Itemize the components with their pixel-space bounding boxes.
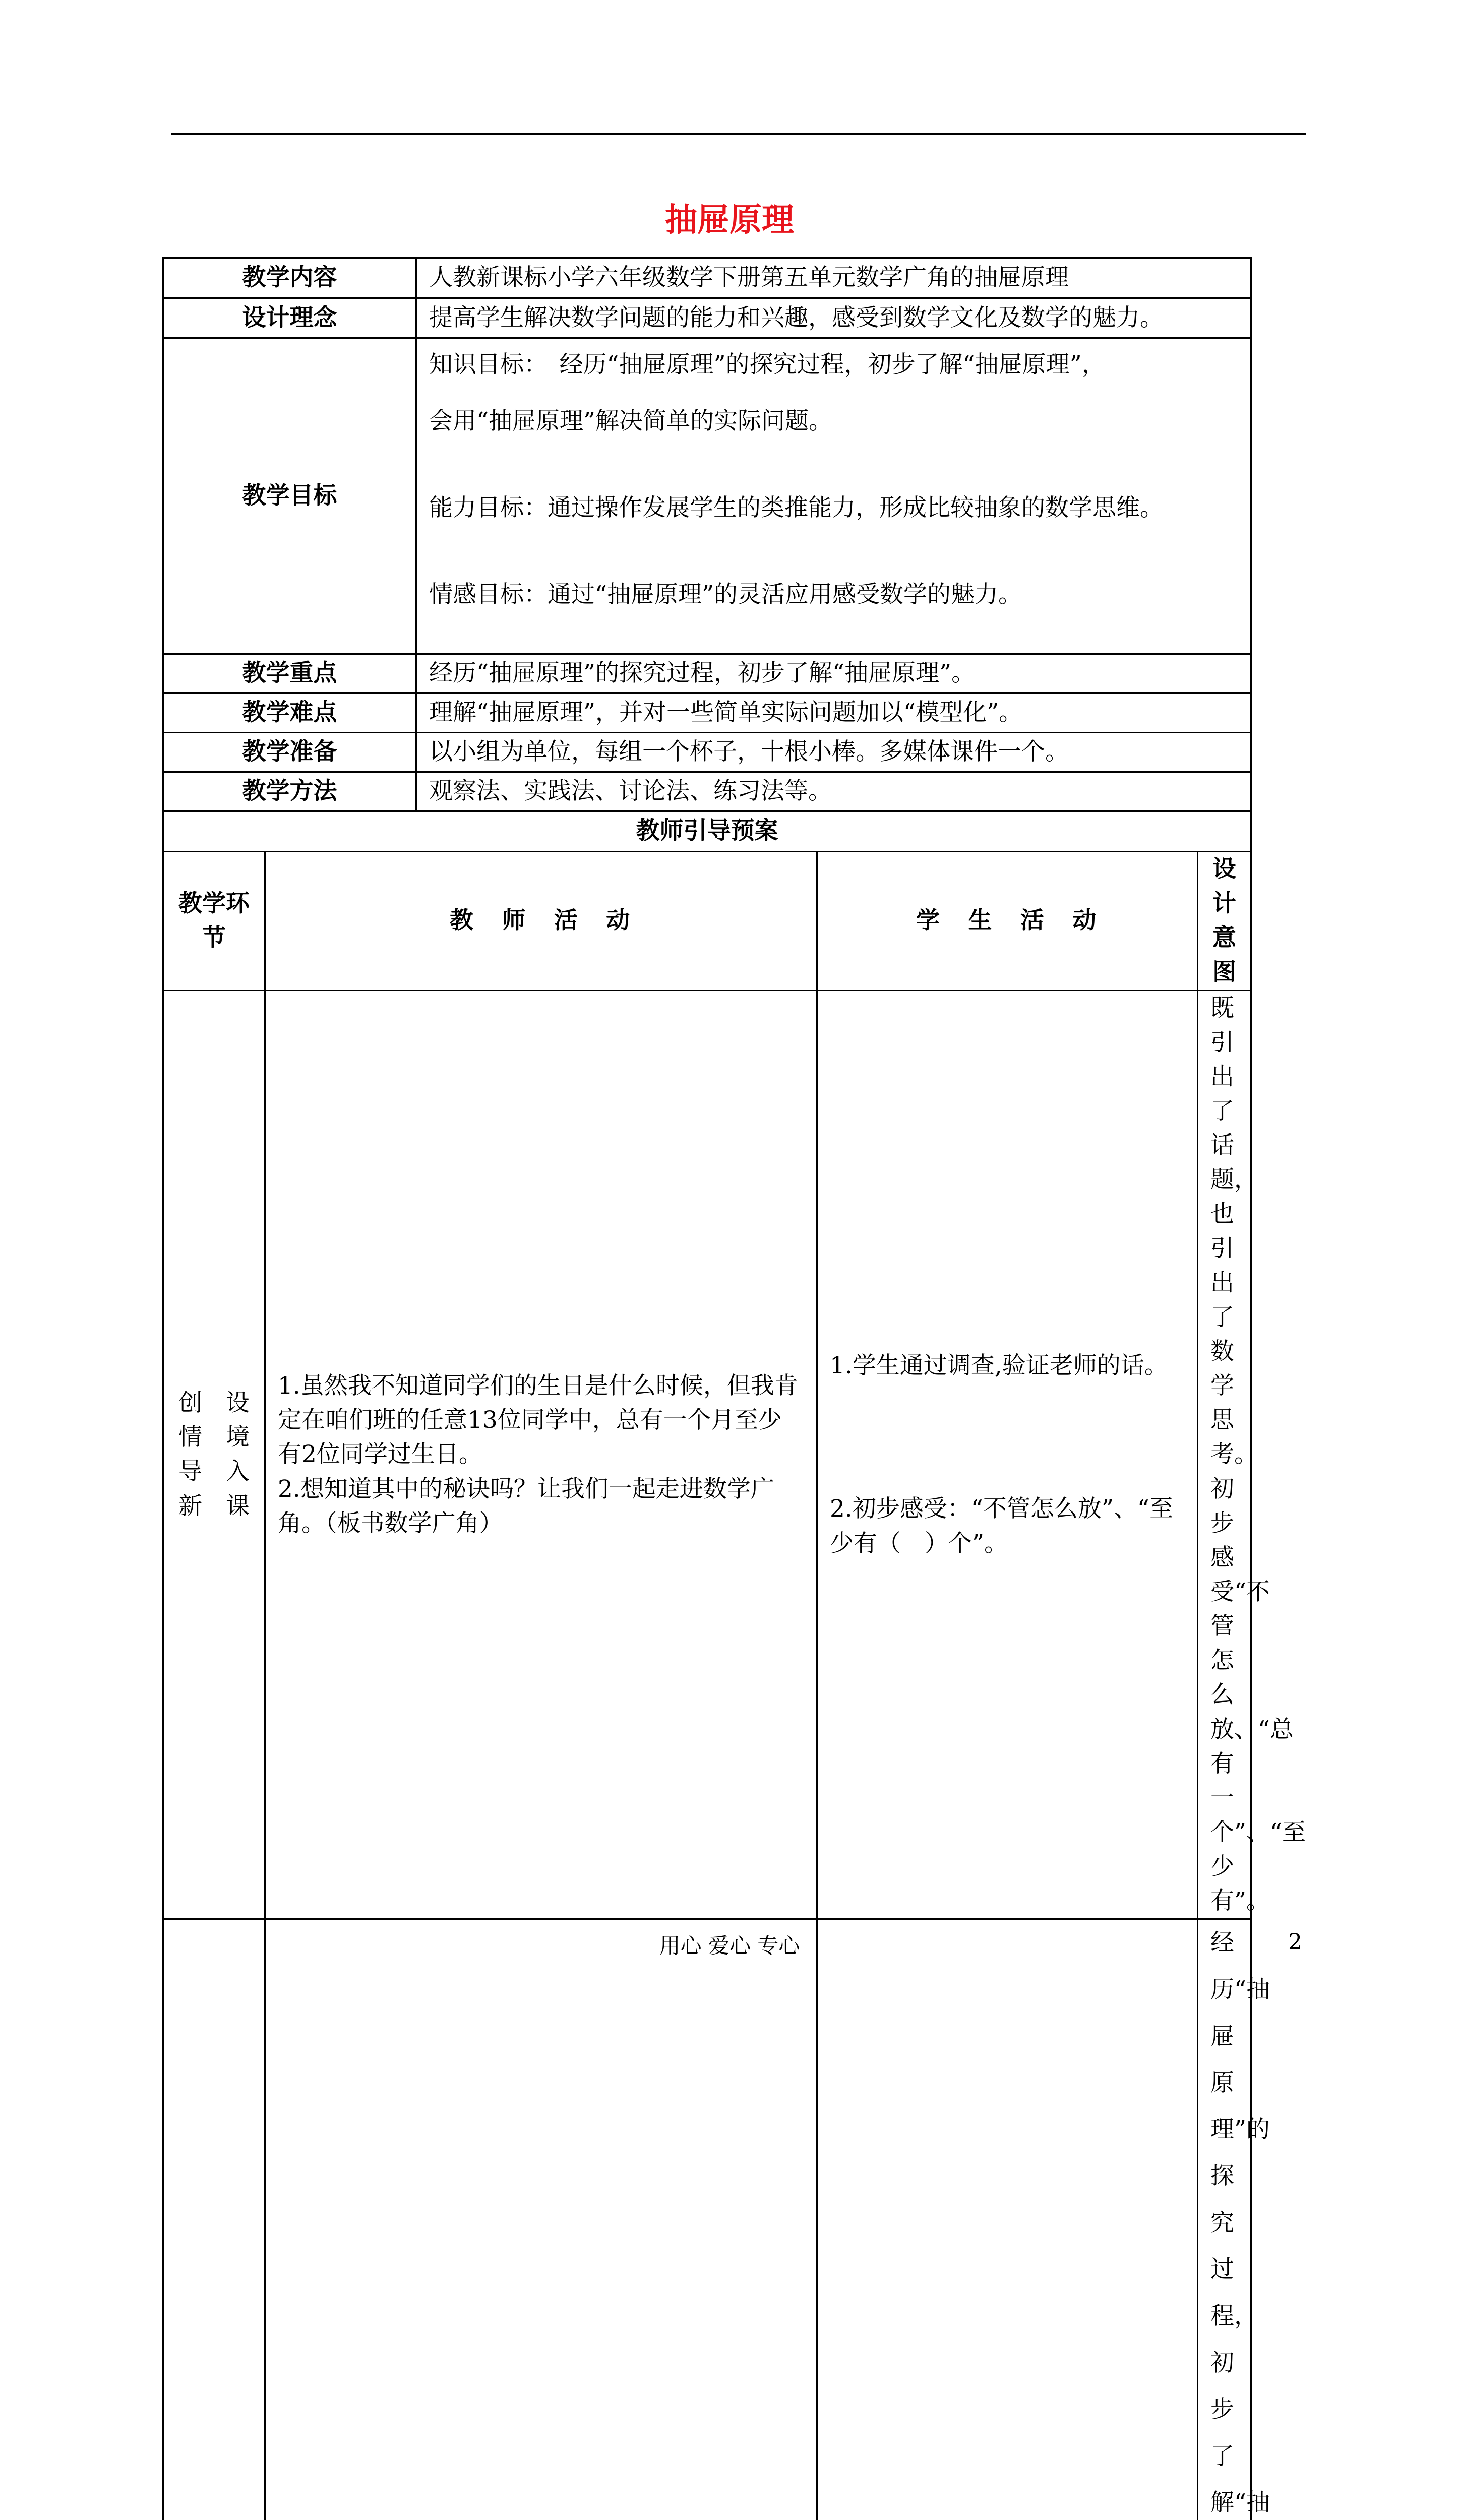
label-key: 教学重点 [163, 654, 416, 694]
label-difficulty: 教学难点 [163, 694, 416, 733]
teacher-activity-text: 1.虽然我不知道同学们的生日是什么时候，但我肯定在咱们班的任意13位同学中，总有一个月至少有2位同学过生日。 [278, 1372, 798, 1469]
col-stage: 教学环节 [163, 852, 265, 991]
stage-2-student [817, 1919, 1198, 2520]
value-method: 观察法、实践法、讨论法、练习法等。 [416, 772, 1251, 811]
stage-2-teacher [265, 1919, 817, 2520]
value-concept: 提高学生解决数学问题的能力和兴趣，感受到数学文化及数学的魅力。 [416, 298, 1251, 338]
label-content: 教学内容 [163, 258, 416, 298]
stage-1 [163, 990, 265, 1919]
lesson-plan-table [162, 257, 1306, 2520]
label-method: 教学方法 [163, 772, 416, 811]
plan-header: 教师引导预案 [163, 811, 1251, 852]
stage-1-line: 导 入 [178, 1458, 250, 1486]
stage-1-teacher [265, 990, 817, 1919]
footer-motto: 用心 爱心 专心 [659, 1933, 800, 1958]
label-prep: 教学准备 [163, 733, 416, 772]
value-prep: 以小组为单位，每组一个杯子，十根小棒。多媒体课件一个。 [416, 733, 1251, 772]
stage-1-student [817, 990, 1198, 1919]
teacher-activity-text: 2.想知道其中的秘诀吗？让我们一起走进数学广角。（板书数学广角） [278, 1475, 774, 1537]
goal-emotion: 情感目标：通过“抽屉原理”的灵活应用感受数学的魅力。 [429, 581, 1022, 609]
stage-2-intent [1198, 1919, 1270, 2520]
label-goals: 教学目标 [163, 338, 416, 654]
stage-1-line: 创 设 [178, 1389, 250, 1417]
design-intent-text: 既引出了话题，也引出了数学思考。初步感受“不管怎么放、“总有一个”、“至少有”。 [1210, 994, 1306, 1915]
col-teacher: 教 师 活 动 [265, 852, 817, 991]
label-concept: 设计理念 [163, 298, 416, 338]
header-rule [171, 133, 1306, 135]
stage-1-line: 情 境 [178, 1423, 250, 1452]
stage-1-intent [1198, 990, 1306, 1919]
value-goals [416, 338, 1251, 654]
design-intent-text: 经历“抽屉原理”的探究过程，初步了解“抽 [1210, 1929, 1270, 2517]
student-activity-text: 1.学生通过调查,验证老师的话。 [830, 1352, 1168, 1380]
stage-1-line: 新 课 [178, 1492, 250, 1520]
col-intent: 设计意图 [1198, 852, 1251, 991]
page-title: 抽屉原理 [665, 202, 794, 239]
stage-2 [163, 1919, 265, 2520]
value-difficulty: 理解“抽屉原理”，并对一些简单实际问题加以“模型化”。 [416, 694, 1251, 733]
student-activity-text: 2.初步感受：“不管怎么放”、“至少有（ ）个”。 [830, 1495, 1173, 1557]
goal-ability: 能力目标：通过操作发展学生的类推能力，形成比较抽象的数学思维。 [429, 494, 1164, 522]
goal-knowledge-1: 知识目标： 经历“抽屉原理”的探究过程，初步了解“抽屉原理”， [429, 351, 1106, 379]
value-key: 经历“抽屉原理”的探究过程，初步了解“抽屉原理”。 [416, 654, 1251, 694]
goal-knowledge-2: 会用“抽屉原理”解决简单的实际问题。 [429, 407, 833, 435]
page-number: 2 [1288, 1929, 1302, 1955]
col-student: 学 生 活 动 [817, 852, 1198, 991]
value-content: 人教新课标小学六年级数学下册第五单元数学广角的抽屉原理 [416, 258, 1251, 298]
